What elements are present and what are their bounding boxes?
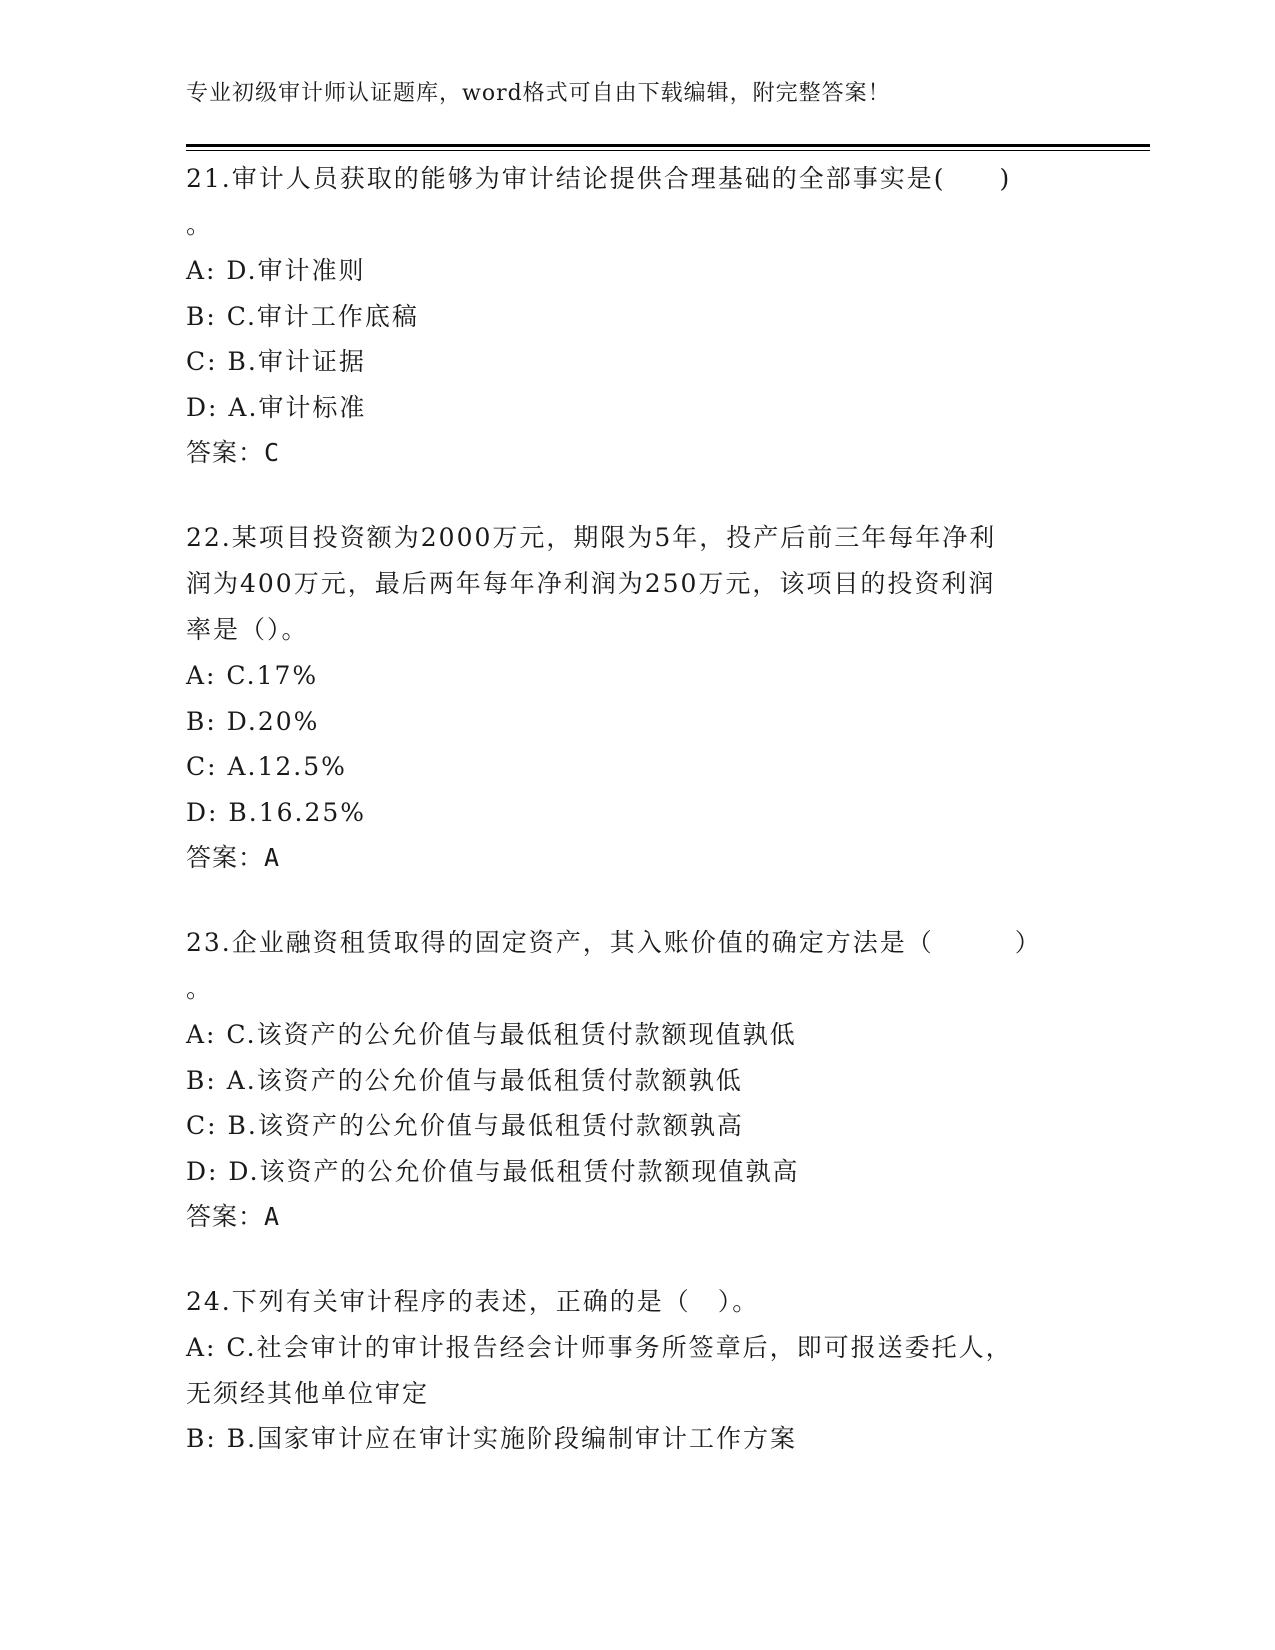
answer-label: 答案： [186,438,265,467]
question-stem-line: 。 [186,210,214,239]
answer-option: B: B.国家审计应在审计实施阶段编制审计工作方案 [186,1424,798,1453]
answer-label: 答案： [186,1202,265,1231]
answer-value: A [264,1202,281,1231]
answer-option: A: C.社会审计的审计报告经会计师事务所签章后，即可报送委托人， [186,1333,1013,1362]
answer-option: C: B.该资产的公允价值与最低租赁付款额孰高 [186,1111,744,1140]
answer-option: B: C.审计工作底稿 [186,301,419,331]
answer-option: A: C.该资产的公允价值与最低租赁付款额现值孰低 [186,1020,797,1049]
page-header: 专业初级审计师认证题库，word格式可自由下载编辑，附完整答案！ [186,81,891,106]
answer-line [186,835,1086,880]
question-block [186,920,1086,1239]
header-rule-thin [186,150,1150,151]
question-list [186,156,1086,1502]
question-stem-line: 23.企业融资租赁取得的固定资产，其入账价值的确定方法是（ ） [186,928,1042,957]
answer-value: A [264,843,281,872]
answer-option: D: D.该资产的公允价值与最低租赁付款额现值孰高 [186,1156,800,1186]
question-stem-line: 率是（）。 [186,615,309,644]
answer-line [186,1194,1086,1239]
answer-line [186,430,1086,475]
question-stem-line: 21.审计人员获取的能够为审计结论提供合理基础的全部事实是( ) [186,164,1012,193]
answer-option: C: A.12.5% [186,752,347,781]
answer-label: 答案： [186,843,265,872]
answer-option: D: B.16.25% [186,797,367,827]
header-rule-thick [186,144,1150,147]
answer-option: A: C.17% [186,661,319,690]
question-block [186,1279,1086,1462]
question-stem-line: 24.下列有关审计程序的表述，正确的是（ ）。 [186,1287,760,1316]
answer-option: C: B.审计证据 [186,347,366,376]
question-block [186,515,1086,880]
question-stem-line: 22.某项目投资额为2000万元，期限为5年，投产后前三年每年净利 [186,523,997,552]
question-block [186,156,1086,475]
answer-option: D: A.审计标准 [186,392,367,422]
question-stem-line: 。 [186,974,214,1003]
question-stem-line: 润为400万元，最后两年每年净利润为250万元，该项目的投资利润 [186,569,996,598]
answer-option: 无须经其他单位审定 [186,1378,430,1408]
answer-option: A: D.审计准则 [186,256,366,285]
answer-option: B: D.20% [186,706,320,736]
answer-value: C [264,438,281,467]
answer-option: B: A.该资产的公允价值与最低租赁付款额孰低 [186,1065,743,1095]
